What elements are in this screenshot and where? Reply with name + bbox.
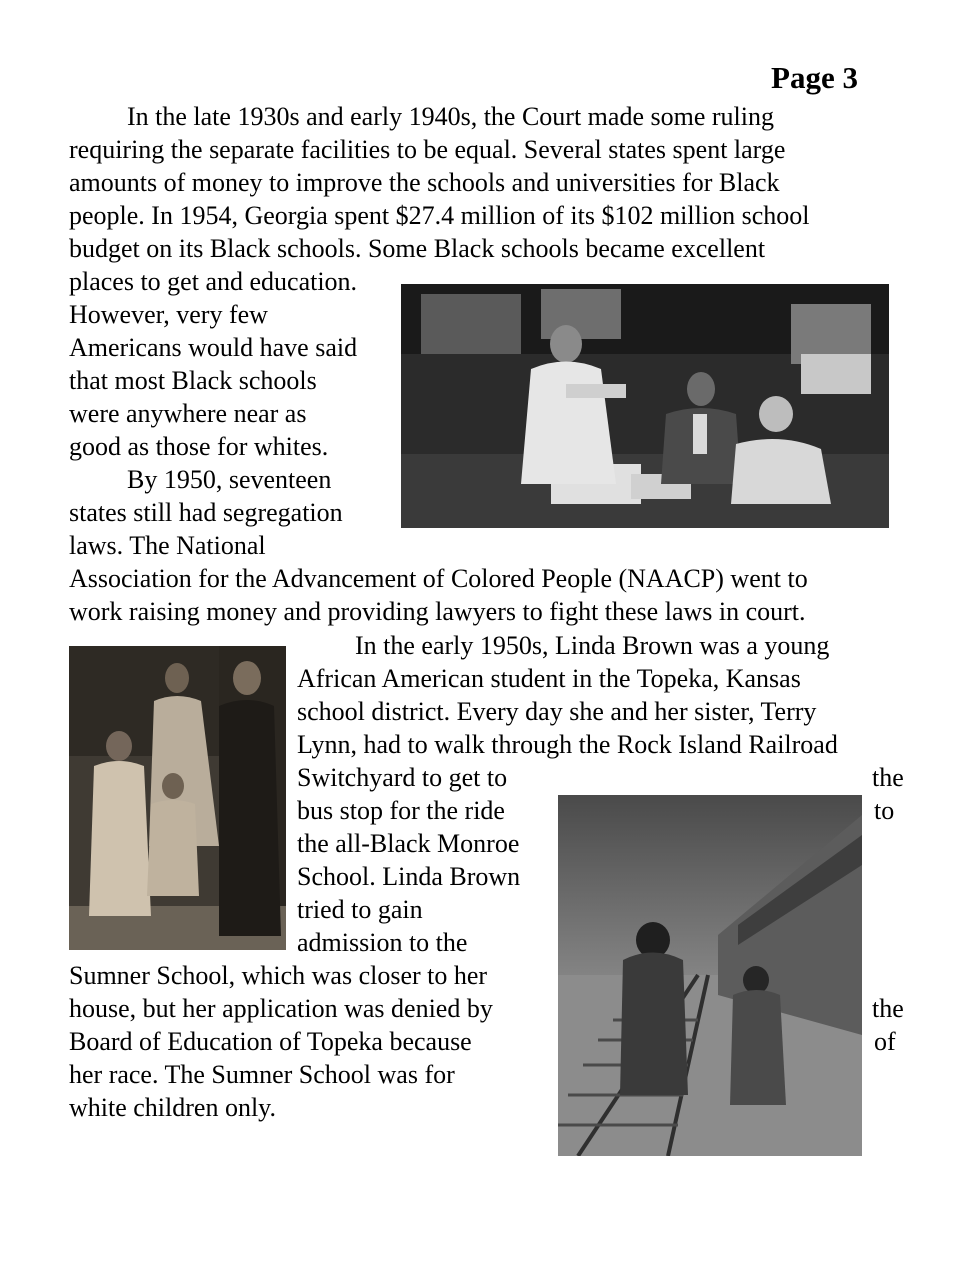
text-line: places to get and education. xyxy=(69,267,358,296)
text-line: Sumner School, which was closer to her xyxy=(69,961,488,990)
text-line: to xyxy=(874,796,895,825)
text-line: that most Black schools xyxy=(69,366,317,395)
text-line: However, very few xyxy=(69,300,268,329)
text-line: the all-Black Monroe xyxy=(297,829,520,858)
text-line: were anywhere near as xyxy=(69,399,307,428)
text-line: Lynn, had to walk through the Rock Island Railroad xyxy=(297,730,838,759)
text-line: School. Linda Brown xyxy=(297,862,521,891)
text-line: requiring the separate facilities to be equal. Several states spent large xyxy=(69,135,786,164)
text-line: school district. Every day she and her sister, Terry xyxy=(297,697,817,726)
text-line: admission to the xyxy=(297,928,468,957)
text-line: Americans would have said xyxy=(69,333,358,362)
photo-lawyers-icon xyxy=(401,284,889,528)
text-line: amounts of money to improve the schools and universities for Black xyxy=(69,168,780,197)
family-photo xyxy=(69,646,286,950)
text-line: white children only. xyxy=(69,1093,276,1122)
text-line: By 1950, seventeen xyxy=(127,465,332,494)
text-line: bus stop for the ride xyxy=(297,796,505,825)
text-line: budget on its Black schools. Some Black schools became excellent xyxy=(69,234,766,263)
text-line: house, but her application was denied by xyxy=(69,994,493,1023)
text-line: African American student in the Topeka, Kansas xyxy=(297,664,801,693)
text-line: In the late 1930s and early 1940s, the Court made some ruling xyxy=(127,102,774,131)
text-line: work raising money and providing lawyers to fight these laws in court. xyxy=(69,597,806,626)
photo-family-icon xyxy=(69,646,286,950)
text-line: tried to gain xyxy=(297,895,423,924)
text-line: good as those for whites. xyxy=(69,432,329,461)
text-line: her race. The Sumner School was for xyxy=(69,1060,455,1089)
text-line: Board of Education of Topeka because xyxy=(69,1027,472,1056)
railroad-photo xyxy=(558,795,862,1156)
text-line: In the early 1950s, Linda Brown was a young xyxy=(355,631,830,660)
lawyers-photo xyxy=(401,284,889,528)
text-line: the xyxy=(872,994,904,1023)
text-line: Association for the Advancement of Colored People (NAACP) went to xyxy=(69,564,808,593)
text-line: Switchyard to get to xyxy=(297,763,508,792)
text-line: people. In 1954, Georgia spent $27.4 million of its $102 million school xyxy=(69,201,810,230)
text-line: states still had segregation xyxy=(69,498,343,527)
text-line: of xyxy=(874,1027,896,1056)
text-line: the xyxy=(872,763,904,792)
text-line: laws. The National xyxy=(69,531,266,560)
page-title: Page 3 xyxy=(771,60,858,95)
photo-railroad-icon xyxy=(558,795,862,1156)
